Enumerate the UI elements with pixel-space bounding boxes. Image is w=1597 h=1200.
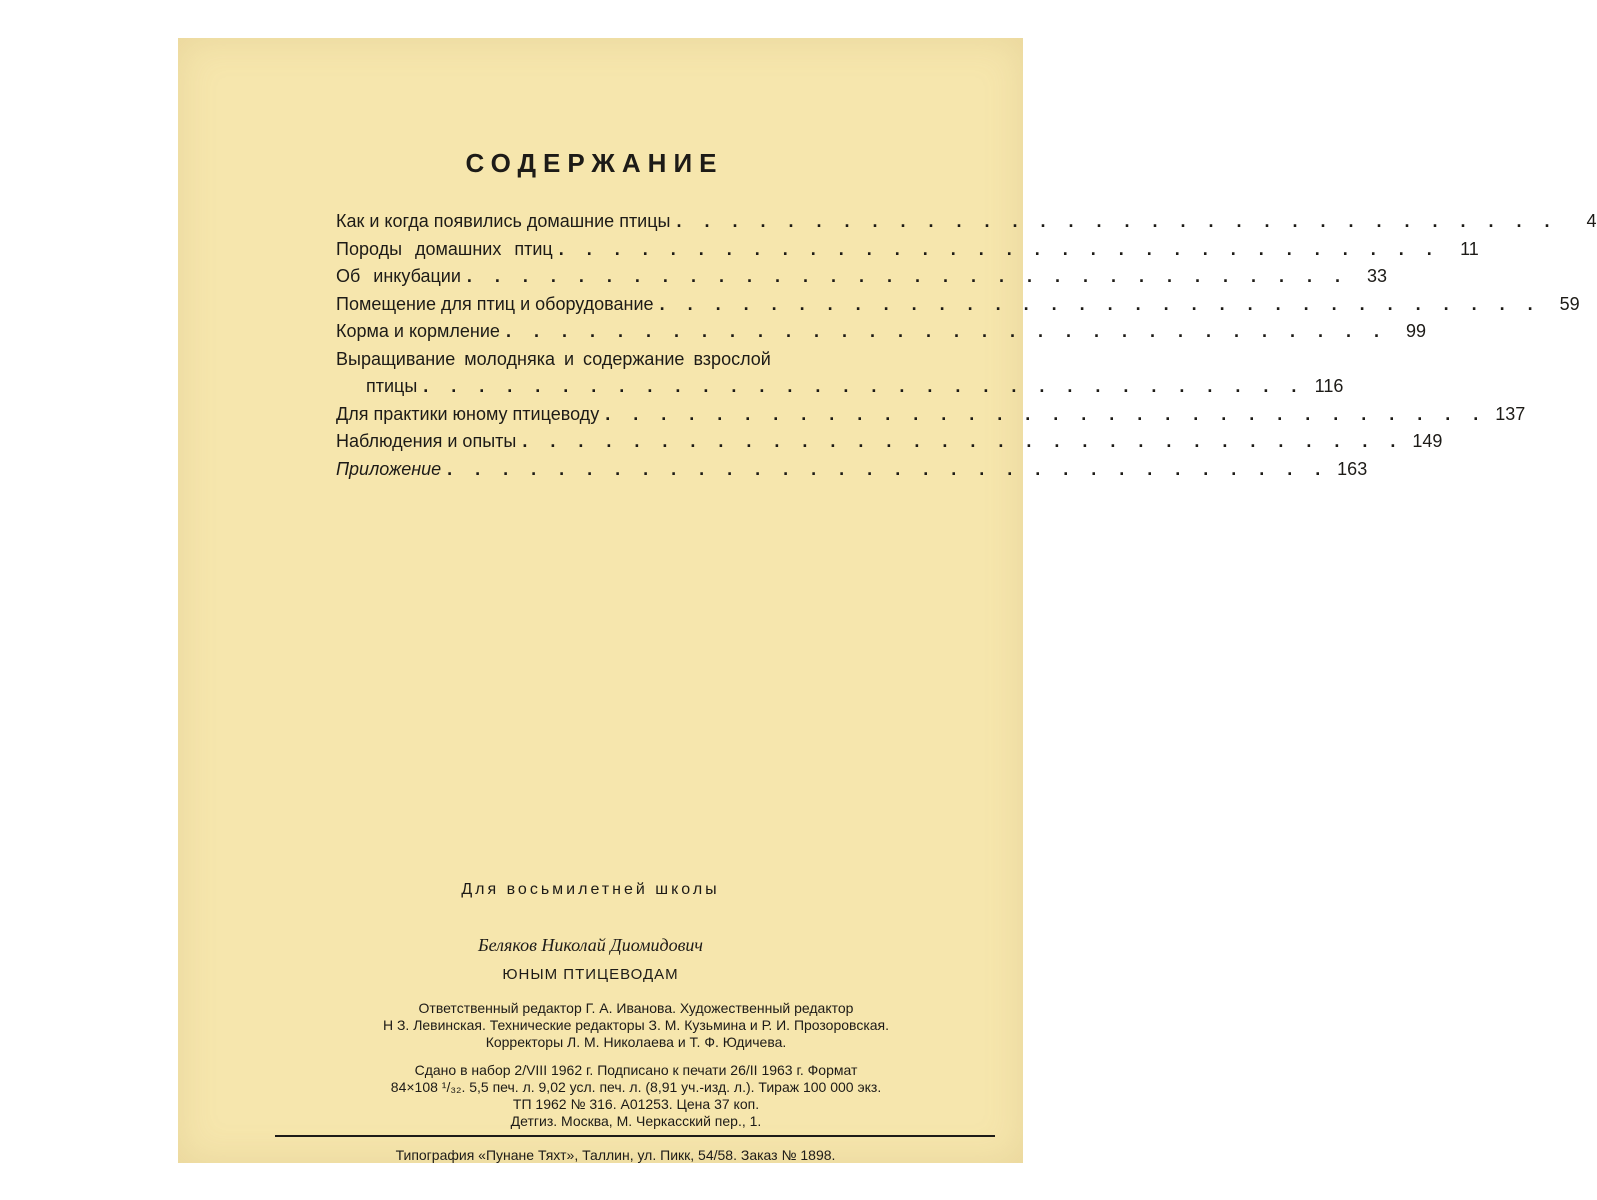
toc-entry-page: 163 xyxy=(1337,458,1368,479)
toc-entry-page: 33 xyxy=(1366,266,1387,286)
toc-entry xyxy=(336,236,1479,264)
toc-entry-label: Помещение для птиц и оборудование xyxy=(336,293,654,314)
print-info-line: Сдано в набор 2/VIII 1962 г. Подписано к печати 26/II 1963 г. Формат xyxy=(414,1062,858,1078)
table-of-contents xyxy=(336,208,1597,483)
book-title: ЮНЫМ ПТИЦЕВОДАМ xyxy=(502,966,679,983)
toc-entry-label: Об инкубации xyxy=(336,266,461,286)
toc-leader-dots: . . . . . . . . . . . . . . . . . . . . . . . . . . . . . . . . xyxy=(605,403,1488,424)
colophon xyxy=(276,1000,996,1130)
toc-entry-page: 59 xyxy=(1559,293,1580,314)
toc-leader-dots: . . . . . . . . . . . . . . . . . . . . . . . . . . . . . . . . xyxy=(522,431,1405,451)
toc-entry-page: 137 xyxy=(1495,403,1526,424)
toc-entry-label: Корма и кормление xyxy=(336,321,500,341)
toc-entry xyxy=(336,318,1427,346)
divider xyxy=(275,1135,995,1137)
toc-entry-label: Выращивание молодняка и содержание взрослой xyxy=(336,348,771,369)
toc-entry-page: 99 xyxy=(1405,321,1427,341)
editors-line: Н З. Левинская. Технические редакторы З. М. Кузьмина и Р. И. Прозоровская. xyxy=(382,1017,890,1033)
toc-entry-label: Породы домашних птиц xyxy=(336,238,553,259)
toc-entry-page: 4 xyxy=(1586,211,1597,231)
school-level: Для восьмилетней школы xyxy=(461,881,720,898)
toc-entry-label: Как и когда появились домашние птицы xyxy=(336,211,671,231)
toc-leader-dots: . . . . . . . . . . . . . . . . . . . . . . . . . . . . . . . . xyxy=(466,266,1349,286)
print-info-line: 84×108 ¹/₃₂. 5,5 печ. л. 9,02 усл. печ. л. (8,91 уч.-изд. л.). Тираж 100 000 экз. xyxy=(390,1079,882,1095)
toc-entry xyxy=(336,428,1443,456)
book-page xyxy=(178,38,1597,1163)
toc-entry xyxy=(336,208,1597,236)
toc-entry xyxy=(336,401,1526,429)
printer-info: Типография «Пунане Тяхт», Таллин, ул. Пикк, 54/58. Заказ № 1898. xyxy=(395,1147,836,1163)
toc-leader-dots: . . . . . . . . . . . . . . . . . . . . . . . . . . . . . . . . xyxy=(423,376,1306,396)
toc-entry xyxy=(336,263,1387,291)
toc-entry-label: Приложение xyxy=(336,458,442,479)
toc-entry xyxy=(336,291,1580,319)
toc-leader-dots: . . . . . . . . . . . . . . . . . . . . . . . . . . . . . . . . xyxy=(505,321,1389,341)
toc-entry-label: Наблюдения и опыты xyxy=(336,431,517,451)
toc-title: СОДЕРЖАНИЕ xyxy=(465,148,724,178)
toc-entry-page: 149 xyxy=(1412,431,1443,451)
spacer xyxy=(276,1051,996,1062)
toc-entry xyxy=(336,373,1344,401)
toc-entry-page: 116 xyxy=(1314,376,1344,396)
toc-entry xyxy=(336,456,1368,484)
editors-line: Ответственный редактор Г. А. Иванова. Художественный редактор xyxy=(418,1000,854,1016)
toc-leader-dots: . . . . . . . . . . . . . . . . . . . . . . . . . . . . . . . . xyxy=(447,458,1330,479)
toc-leader-dots: . . . . . . . . . . . . . . . . . . . . . . . . . . . . . . . . xyxy=(558,238,1441,259)
author-name: Беляков Николай Диомидович xyxy=(477,935,704,955)
toc-entry-label-continued: птицы xyxy=(366,376,418,396)
toc-leader-dots: . . . . . . . . . . . . . . . . . . . . . . . . . . . . . . . . xyxy=(676,211,1559,231)
toc-leader-dots: . . . . . . . . . . . . . . . . . . . . . . . . . . . . . . . . xyxy=(659,293,1542,314)
print-info-line: Детгиз. Москва, М. Черкасский пер., 1. xyxy=(510,1113,762,1129)
print-info-line: ТП 1962 № 316. А01253. Цена 37 коп. xyxy=(512,1096,760,1112)
toc-entry-page: 11 xyxy=(1460,238,1479,259)
editors-line: Корректоры Л. М. Николаева и Т. Ф. Юдичева. xyxy=(485,1034,787,1050)
toc-entry-label: Для практики юному птицеводу xyxy=(336,403,600,424)
